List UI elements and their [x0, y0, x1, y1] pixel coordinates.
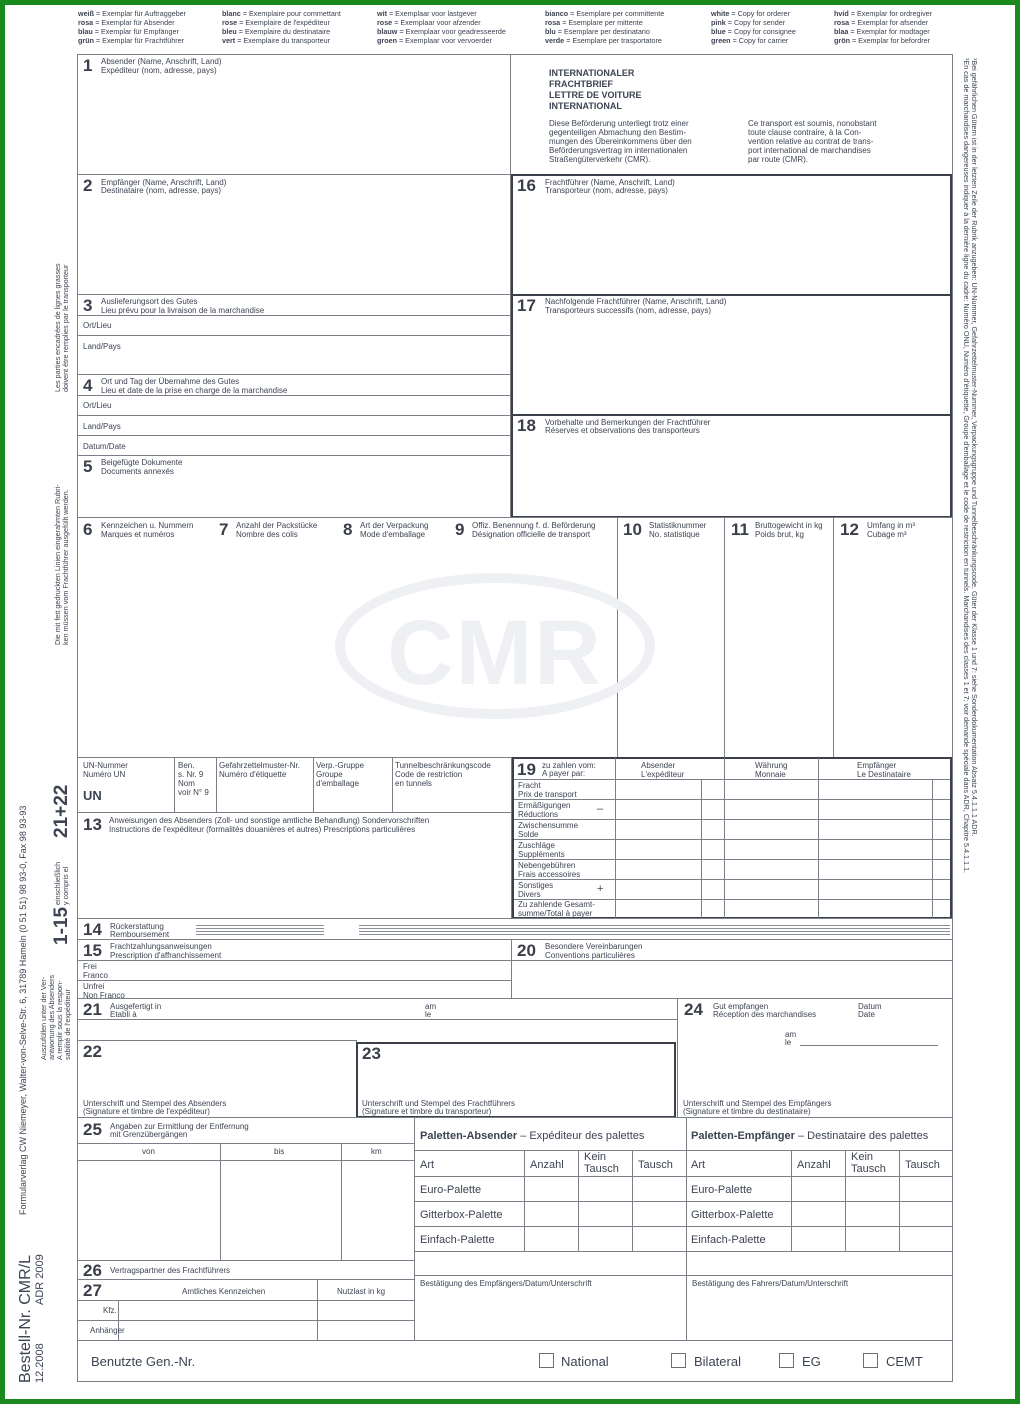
field-label: Destinataire (nom, adresse, pays): [101, 186, 222, 195]
column-divider: [578, 1150, 579, 1251]
row-reductions: Ermäßigungen Réductions: [518, 801, 571, 819]
field-label: Documents annexés: [101, 467, 174, 476]
divider: [514, 859, 950, 860]
legend-entry: blauw = Exemplaar voor geadresseerde: [377, 27, 506, 36]
field-label: Poids brut, kg: [755, 530, 804, 539]
title-note-fr: Ce transport est soumis, nonobstant toute clause contraire, à la Con- vention relative au contrat de trans- port international de marchandises par route (CMR).: [748, 119, 877, 164]
col-type: Art: [420, 1159, 435, 1171]
label-cemt: CEMT: [886, 1354, 923, 1369]
field-number: 16: [517, 176, 536, 195]
col-payload: Nutzlast in kg: [337, 1287, 386, 1296]
confirmation-caption: Bestätigung des Empfängers/Datum/Unterschrift: [420, 1279, 592, 1288]
divider: [78, 1320, 414, 1321]
divider: [514, 839, 950, 840]
label-le: le: [425, 1010, 432, 1019]
field-number: 5: [83, 457, 93, 476]
row-gitterbox-pallet: Gitterbox-Palette: [691, 1209, 774, 1221]
field-label: Ort und Tag der Übernahme des Gutes: [101, 377, 240, 386]
divider: [78, 980, 511, 981]
field-number: 9: [455, 520, 465, 539]
legend-entry: wit = Exemplaar voor lastgever: [377, 9, 477, 18]
field-number: 10: [623, 520, 642, 539]
checkbox-bilateral[interactable]: [671, 1353, 686, 1368]
legend-entry: bianco = Esemplare per committente: [545, 9, 665, 18]
field-label: Empfänger (Name, Anschrift, Land): [101, 178, 227, 187]
col-exchange: Tausch: [638, 1159, 673, 1171]
col-exchange: Tausch: [905, 1159, 940, 1171]
field-number: 8: [343, 520, 353, 539]
field-label: Réserves et observations des transporteurs: [545, 426, 700, 435]
field-number: 11: [731, 520, 749, 539]
divider: [687, 1201, 952, 1202]
legend-entry: blu = Esemplare per destinatario: [545, 27, 650, 36]
divider: [415, 1201, 686, 1202]
carrier-block: [511, 174, 952, 518]
doc-title: INTERNATIONAL: [549, 101, 622, 111]
field-number: 13: [83, 815, 102, 834]
column-divider: [899, 1150, 900, 1251]
legend-entry: blaa = Exemplar for modtager: [834, 27, 930, 36]
field-number: 23: [362, 1044, 381, 1063]
divider: [514, 879, 950, 880]
divider: [78, 1300, 414, 1301]
field-label: Anzahl der Packstücke: [236, 521, 318, 530]
col-to: bis: [274, 1147, 285, 1156]
col-sender: Absender L'expéditeur: [641, 761, 685, 779]
field-label: Absender (Name, Anschrift, Land): [101, 57, 222, 66]
field-label: Gut empfangen: [713, 1002, 769, 1011]
field-label: Offiz. Benennung f. d. Beförderung: [472, 521, 596, 530]
column-divider: [615, 758, 616, 918]
column-divider: [317, 1279, 318, 1340]
field-number: 4: [83, 376, 93, 395]
col-no-exchange: Kein Tausch: [851, 1151, 886, 1175]
divider: [514, 779, 950, 780]
field-label: Marques et numéros: [101, 530, 175, 539]
legend-entry: pink = Copy for sender: [711, 18, 786, 27]
field-label: Transporteur (nom, adresse, pays): [545, 186, 668, 195]
signature-caption: Unterschrift und Stempel des Frachtführers: [362, 1099, 515, 1108]
field-label: A payer par:: [542, 769, 586, 778]
option-unfrei: Unfrei Non Franco: [83, 982, 125, 1000]
field-number: 21: [83, 1000, 102, 1019]
row-misc: Sonstiges Divers: [518, 881, 554, 899]
row-extra-fees: Nebengebühren Frais accessoires: [518, 861, 581, 879]
divider: [687, 1251, 952, 1252]
carrier-fill-note-fr: Les parties encadrées de lignes grasses doivent être remplies par le transporteur: [53, 263, 70, 392]
field-label: Anweisungen des Absenders (Zoll- und sonstige amtliche Behandlung) Sondervorschriften: [109, 816, 430, 825]
pallets-sender-title: Paletten-Absender – Expéditeur des palettes: [420, 1130, 645, 1142]
checkbox-national[interactable]: [539, 1353, 554, 1368]
un-packing-label: Verp.-Gruppe Groupe d'emballage: [316, 761, 365, 788]
field-number: 14: [83, 920, 102, 939]
col-currency: Währung Monnaie: [755, 761, 788, 779]
col-no-exchange: Kein Tausch: [584, 1151, 619, 1175]
label-kfz: Kfz.: [103, 1306, 117, 1315]
field-number: 26: [83, 1261, 102, 1280]
column-divider: [220, 1143, 221, 1260]
label-land: Land/Pays: [83, 342, 121, 351]
label-trailer: Anhänger: [90, 1326, 125, 1335]
signature-caption: (Signature et timbre de l'expéditeur): [83, 1107, 210, 1116]
signature-caption: Unterschrift und Stempel des Absenders: [83, 1099, 227, 1108]
field-number: 17: [517, 296, 536, 315]
option-frei: Frei Franco: [83, 962, 108, 980]
doc-title: INTERNATIONALER: [549, 68, 635, 78]
column-divider: [216, 758, 217, 812]
column-divider: [724, 518, 725, 757]
column-divider: [524, 1150, 525, 1251]
divider: [415, 1275, 686, 1276]
signature-caption: Unterschrift und Stempel des Empfängers: [683, 1099, 832, 1108]
divider: [78, 435, 510, 436]
col-from: von: [142, 1147, 155, 1156]
field-number: 6: [83, 520, 93, 539]
field-label: Nachfolgende Frachtführer (Name, Anschrift, Land): [545, 297, 727, 306]
field-label: Lieu prévu pour la livraison de la marchandise: [101, 306, 265, 315]
field-label: No. statistique: [649, 530, 700, 539]
signature-caption: (Signature et timbre du destinataire): [683, 1107, 811, 1116]
field-label: Auslieferungsort des Gutes: [101, 297, 198, 306]
field-label: Besondere Vereinbarungen: [545, 942, 643, 951]
sender-responsibility-note: Auszufüllen unter der Ver- antwortung des Absenders A remplir sous la respon- sabilité de l'expéditeur: [39, 974, 72, 1060]
divider: [687, 1150, 952, 1151]
field-label: Mode d'emballage: [360, 530, 426, 539]
field-label: Ausgefertigt in: [110, 1002, 162, 1011]
publisher-imprint: Formularverlag CW Niemeyer, Walter-von-Selve-Str. 6, 31789 Hameln (0 51 51) 98 93-0, Fax 98 93-93: [18, 805, 28, 1215]
divider: [514, 799, 950, 800]
field-21-established-in[interactable]: [77, 998, 678, 1020]
row-subtotal: Zwischensumme Solde: [518, 821, 579, 839]
checkbox-eg[interactable]: [779, 1353, 794, 1368]
divider: [415, 1251, 686, 1252]
row-total: Zu zahlende Gesamt- summe/Total à payer: [518, 900, 595, 918]
field-label: Remboursement: [110, 930, 170, 939]
col-consignee: Empfänger Le Destinataire: [857, 761, 911, 779]
divider: [512, 414, 951, 416]
label-ort: Ort/Lieu: [83, 321, 112, 330]
un-tunnel-label: Tunnelbeschränkungscode Code de restriction en tunnels: [395, 761, 491, 788]
label-am: am: [785, 1030, 797, 1039]
legend-entry: blanc = Exemplaire pour commettant: [222, 9, 341, 18]
label-date: Date: [858, 1010, 875, 1019]
divider: [78, 315, 510, 316]
divider: [512, 960, 952, 961]
column-divider: [341, 1143, 342, 1260]
column-divider: [818, 758, 819, 918]
legend-entry: rosa = Esemplare per mittente: [545, 18, 643, 27]
doc-title: FRACHTBRIEF: [549, 79, 613, 89]
field-label: Frachtführer (Name, Anschrift, Land): [545, 178, 675, 187]
field-number: 12: [840, 520, 859, 539]
field-label: Nombre des colis: [236, 530, 298, 539]
field-label: Rückerstattung: [110, 922, 164, 931]
legend-entry: hvid = Exemplar for ordregiver: [834, 9, 933, 18]
label-am: am: [425, 1002, 437, 1011]
field-number: 7: [219, 520, 229, 539]
field-label: Cubage m³: [867, 530, 907, 539]
carrier-fill-note-de: Die mit fett gedruckten Linien eingerahmten Rubri- ken müssen vom Frachtführer ausgefüllt werden.: [53, 484, 70, 645]
legend-entry: weiß = Exemplar für Auftraggeber: [78, 9, 187, 18]
label-eg: EG: [802, 1354, 821, 1369]
row-euro-pallet: Euro-Palette: [420, 1184, 482, 1196]
plus-sign: +: [597, 883, 604, 895]
column-divider: [392, 758, 393, 812]
field-label: Transporteurs successifs (nom, adresse, pays): [545, 306, 711, 315]
label-ort: Ort/Lieu: [83, 401, 112, 410]
legend-entry: rose = Exemplaar voor afzender: [377, 18, 481, 27]
field-label: Désignation officielle de transport: [472, 530, 591, 539]
dangerous-goods-footnote: ¹Bei gefährlichen Gütern ist in der letzten Zeile der Rubrik anzugeben: UN-Nummer, Gefahrzettelmuster-Nummer, Verpackungsgruppe und Tunnelbeschränkungscode. Güter der Klasse 1 und 7: siehe Sonderdokumentation Absatz 5.4.1.1.1 ADR. ¹En cas de marchandises dangereuses indiquer à la dernière ligne du cadre: Numéro ONU, Numéro d'étiquette, Groupe d'emballage et le code de restriction en tunnels. Marchandises des classes 1 et 7: voir demande spéciale dans ADR, Chapitre 5.4.1.1.1.: [962, 58, 979, 873]
field-number: 19: [517, 760, 536, 779]
field-label: Angaben zur Ermittlung der Entfernung: [110, 1122, 249, 1131]
label-date: Datum: [858, 1002, 882, 1011]
divider: [78, 960, 511, 961]
legend-entry: groen = Exemplaar voor vervoerder: [377, 36, 492, 45]
date-line: [800, 1045, 938, 1046]
legend-entry: rosa = Exemplar for afsender: [834, 18, 929, 27]
field-number: 18: [517, 416, 536, 435]
field-label: Réception des marchandises: [713, 1010, 817, 1019]
legend-entry: verde = Esemplare per trasportatore: [545, 36, 662, 45]
field-label: Prescription d'affranchissement: [110, 951, 222, 960]
field-label: Statistiknummer: [649, 521, 707, 530]
field-number: 24: [684, 1000, 703, 1019]
legend-entry: rose = Exemplaire de l'expéditeur: [222, 18, 330, 27]
col-count: Anzahl: [530, 1159, 564, 1171]
label-date: Datum/Date: [83, 442, 126, 451]
edition-date: 12.2008: [34, 1343, 46, 1383]
divider: [415, 1150, 686, 1151]
including-note: einschließlich y compris el: [53, 861, 70, 905]
signature-caption: (Signature et timbre du transporteur): [362, 1107, 492, 1116]
divider: [687, 1176, 952, 1177]
field-label: Expéditeur (nom, adresse, pays): [101, 66, 217, 75]
row-simple-pallet: Einfach-Palette: [420, 1234, 495, 1246]
field-label: Lieu et date de la prise en charge de la marchandise: [101, 386, 288, 395]
divider: [78, 395, 510, 396]
legend-entry: vert = Exemplaire du transporteur: [222, 36, 331, 45]
field-number: 25: [83, 1120, 102, 1139]
label-bilateral: Bilateral: [694, 1354, 741, 1369]
divider: [78, 415, 510, 416]
legend-entry: grün = Exemplar für Frachtführer: [78, 36, 185, 45]
divider: [514, 819, 950, 820]
legend-entry: blau = Exemplar für Empfänger: [78, 27, 179, 36]
legend-entry: white = Copy for orderer: [711, 9, 790, 18]
field-number: 20: [517, 941, 536, 960]
column-divider: [724, 758, 725, 918]
field-label: Instructions de l'expéditeur (formalités douanières et autres) Prescriptions particulières: [109, 825, 416, 834]
divider: [687, 1226, 952, 1227]
hatch-pattern: [359, 923, 950, 935]
field-label: Art der Verpackung: [360, 521, 429, 530]
column-divider: [791, 1150, 792, 1251]
doc-title: LETTRE DE VOITURE: [549, 90, 642, 100]
row-euro-pallet: Euro-Palette: [691, 1184, 753, 1196]
legend-entry: rosa = Exemplar für Absender: [78, 18, 175, 27]
field-label: Bruttogewicht in kg: [755, 521, 823, 530]
divider: [78, 335, 510, 336]
col-count: Anzahl: [797, 1159, 831, 1171]
minus-sign: –: [597, 803, 604, 815]
field-label: mit Grenzübergängen: [110, 1130, 188, 1139]
field-number: 15: [83, 941, 102, 960]
label-le: le: [785, 1038, 792, 1047]
legend-entry: grön = Exemplar for befordrer: [834, 36, 931, 45]
divider: [415, 1176, 686, 1177]
field-label: Umfang in m³: [867, 521, 916, 530]
field-label: Beigefügte Dokumente: [101, 458, 183, 467]
field-label: zu zahlen vom:: [542, 761, 596, 770]
field-number: 1: [83, 56, 93, 75]
column-divider: [174, 758, 175, 812]
checkbox-cemt[interactable]: [863, 1353, 878, 1368]
legend-entry: green = Copy for carrier: [711, 36, 789, 45]
legend-entry: bleu = Exemplaire du destinataire: [222, 27, 331, 36]
field-range-1-15: 1-15: [51, 906, 72, 945]
field-label: Conventions particulières: [545, 951, 635, 960]
legend-entry: blue = Copy for consignee: [711, 27, 796, 36]
column-divider: [845, 1150, 846, 1251]
column-divider: [313, 758, 314, 812]
label-land: Land/Pays: [83, 422, 121, 431]
un-label-label: Gefahrzettelmuster-Nr. Numéro d'étiquette: [219, 761, 300, 779]
divider: [512, 294, 951, 296]
field-range-21-22: 21+22: [51, 784, 72, 838]
divider: [687, 1275, 952, 1276]
footer-license-row: [77, 1340, 953, 1382]
adr-edition: ADR 2009: [34, 1254, 46, 1305]
order-number: Bestell-Nr. CMR/L: [17, 1254, 34, 1383]
field-number: 27: [83, 1281, 102, 1300]
col-type: Art: [691, 1159, 706, 1171]
field-label: Vorbehalte und Bemerkungen der Frachtführer: [545, 418, 711, 427]
field-number: 22: [83, 1042, 102, 1061]
divider: [415, 1226, 686, 1227]
field-number: 3: [83, 296, 93, 315]
un-number-label: UN-Nummer Numéro UN: [83, 761, 128, 779]
field-label: Kennzeichen u. Nummern: [101, 521, 194, 530]
row-simple-pallet: Einfach-Palette: [691, 1234, 766, 1246]
field-label: Vertragspartner des Frachtführers: [110, 1266, 231, 1275]
confirmation-caption: Bestätigung des Fahrers/Datum/Unterschrift: [692, 1279, 849, 1288]
divider: [78, 1143, 414, 1144]
col-registration: Amtliches Kennzeichen: [182, 1287, 266, 1296]
col-km: km: [371, 1147, 382, 1156]
hatch-pattern: [196, 923, 324, 935]
label-national: National: [561, 1354, 609, 1369]
column-divider: [833, 518, 834, 757]
field-number: 2: [83, 176, 93, 195]
row-gitterbox-pallet: Gitterbox-Palette: [420, 1209, 503, 1221]
divider: [78, 1160, 414, 1161]
un-name-label: Ben. s. Nr. 9 Nom voir N° 9: [178, 761, 209, 797]
field-label: Frachtzahlungsanweisungen: [110, 942, 212, 951]
used-license-number-label: Benutzte Gen.-Nr.: [91, 1354, 196, 1369]
pallets-receiver-title: Paletten-Empfänger – Destinataire des palettes: [691, 1130, 929, 1142]
row-freight: Fracht Prix de transport: [518, 781, 577, 799]
cmr-watermark-logo: CMR: [335, 573, 655, 719]
row-supplements: Zuschläge Suppléments: [518, 841, 565, 859]
un-prefix: UN: [83, 788, 102, 803]
field-label: Etabli à: [110, 1010, 137, 1019]
title-note-de: Diese Beförderung unterliegt trotz einer gegenteiligen Abmachung den Bestim- mungen des Übereinkommens über den Beförderungsvertrag im internationalen Straßengüterverkehr (CMR).: [549, 119, 692, 164]
column-divider: [632, 1150, 633, 1251]
